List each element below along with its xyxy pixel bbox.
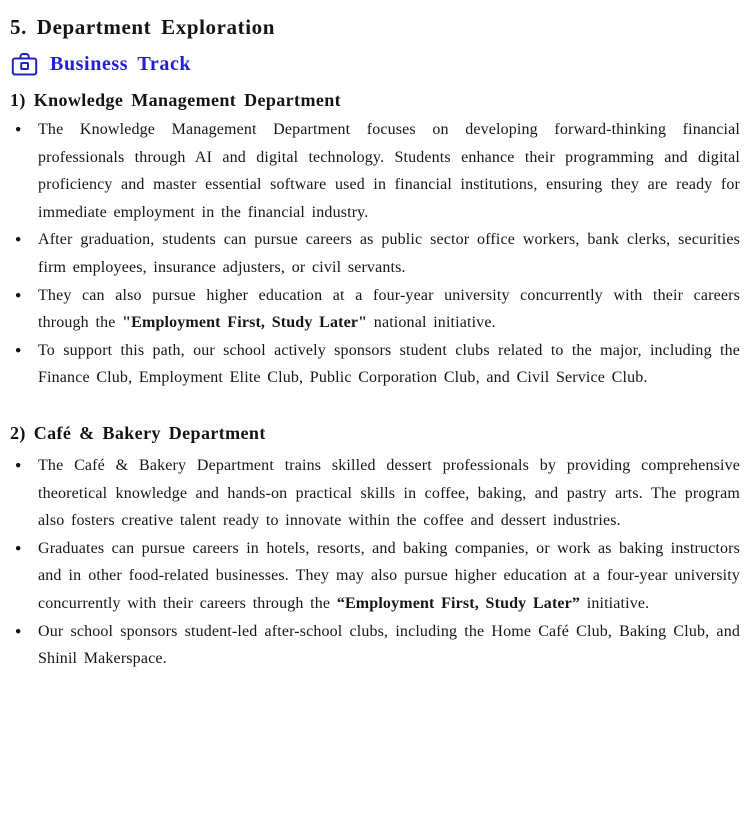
bullet-text: Graduates can pursue careers in hotels, resorts, and baking companies, or work as baking instructors and in other food-related businesses. They may also pursue higher education at a four-year university concurrently with their careers through the [38,539,740,612]
bullet-text: They can also pursue higher education at a four-year university concurrently with their careers through the [38,286,740,332]
section-cafe-bakery [10,423,740,673]
bullet-text: To support this path, our school actively sponsors student clubs related to the major, including the Finance Club, Employment Elite Club, Public Corporation Club, and Civil Service Club. [38,341,740,387]
bullet-text: After graduation, students can pursue careers as public sector office workers, bank clerks, securities firm employees, insurance adjusters, or civil servants. [38,231,740,276]
bullet-list-1 [10,116,740,392]
track-header [10,51,740,78]
bullet-text: The Café & Bakery Department trains skilled dessert professionals by providing comprehensive theoretical knowledge and hands-on practical skills in coffee, baking, and pastry arts. The program also fosters creative talent ready to innovate within the coffee and dessert industries. [38,456,740,530]
bullet-item [10,282,740,337]
bullet-item [10,452,740,535]
bullet-item [10,337,740,392]
bullet-text: The Knowledge Management Department focuses on developing forward-thinking financial professionals through AI and digital technology. Students enhance their programming and digital proficiency and master essential software used in financial institutions, ensuring they are ready for immediate employment in the financial industry. [38,121,740,221]
bullet-text-post: initiative. [580,594,650,612]
section-heading-1: 1) Knowledge Management Department [10,90,342,110]
bullet-item [10,226,740,281]
bullet-item [10,618,740,673]
track-label: Business Track [50,53,192,75]
bullet-text: Our school sponsors student-led after-school clubs, including the Home Café Club, Baking Club, and Shinil Makerspace. [38,622,740,668]
bullet-text-post: national initiative. [367,314,496,332]
section-heading-2: 2) Café & Bakery Department [10,422,266,443]
bullet-item [10,535,740,618]
page-title: 5. Department Exploration [10,15,276,39]
bullet-item [10,116,740,226]
bullet-list-2 [10,452,740,673]
bullet-bold-text: "Employment First, Study Later" [122,314,368,332]
bullet-bold-text: “Employment First, Study Later” [336,594,581,612]
briefcase-icon [10,51,39,78]
section-knowledge-management [10,90,740,392]
